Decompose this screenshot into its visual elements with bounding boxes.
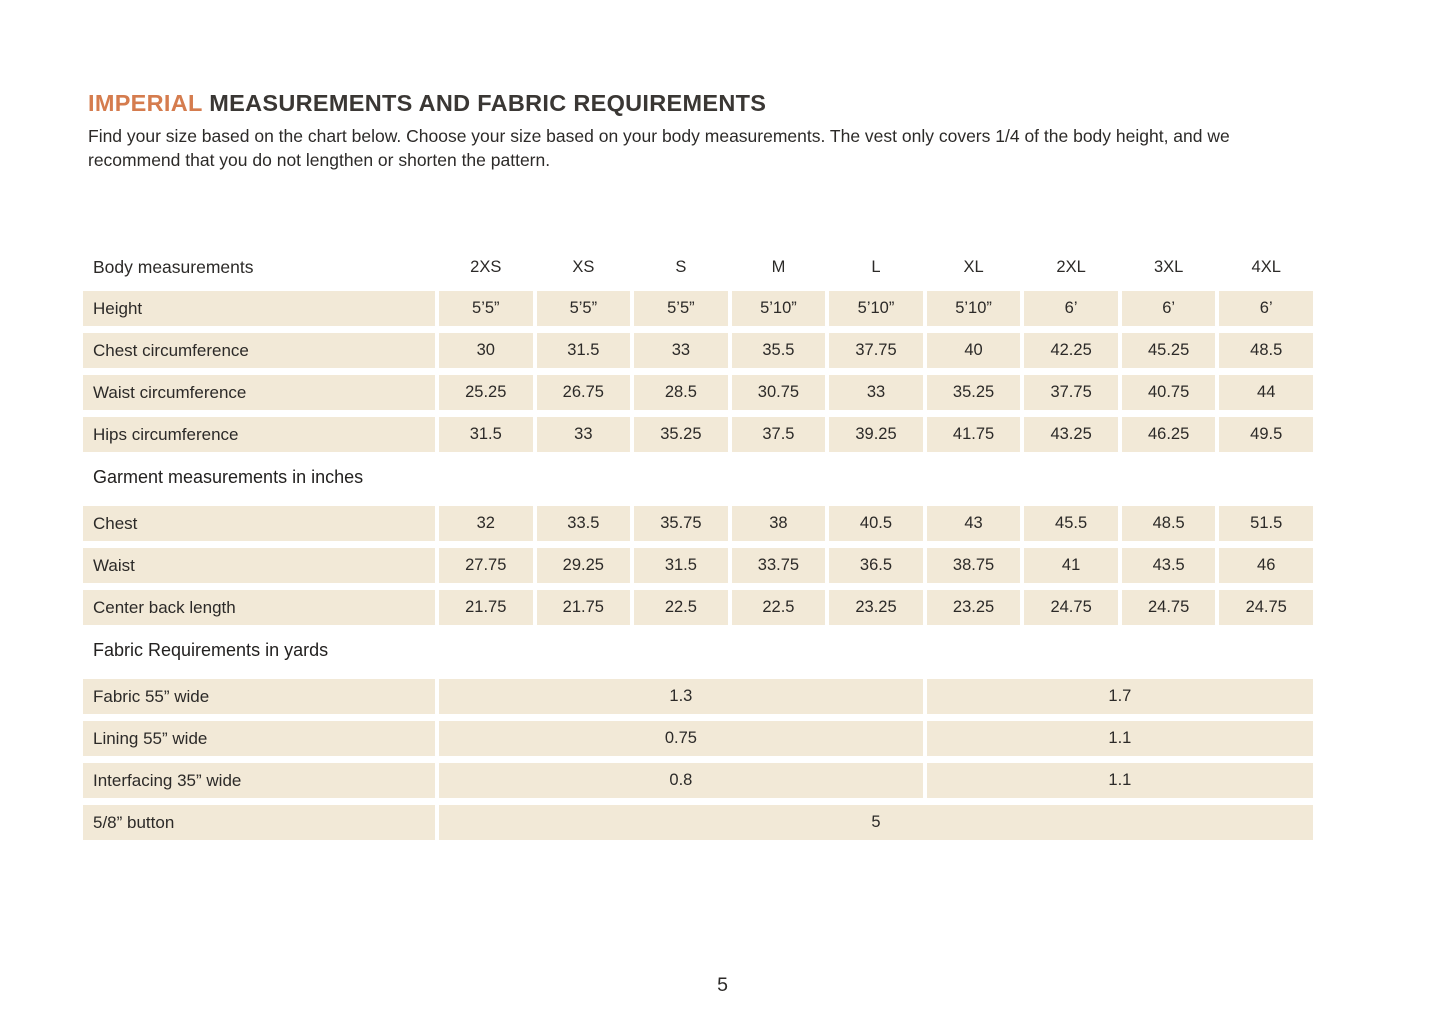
fabric-section-heading: Fabric Requirements in yards <box>93 640 329 660</box>
table-row <box>83 548 1313 583</box>
value-cell: 48.5 <box>1122 506 1216 541</box>
value-cell: 38 <box>732 506 826 541</box>
size-header-row <box>83 252 1313 282</box>
value-cell: 37.75 <box>1024 375 1118 410</box>
value-cell: 5’10” <box>829 291 923 326</box>
value-cell: 35.25 <box>634 417 728 452</box>
value-cell: 45.5 <box>1024 506 1118 541</box>
table-row <box>83 506 1313 541</box>
size-column-header: M <box>771 257 786 276</box>
row-label: Lining 55” wide <box>83 721 435 756</box>
row-label: 5/8” button <box>83 805 435 840</box>
value-span-cell: 1.3 <box>439 679 923 714</box>
row-label: Interfacing 35” wide <box>83 763 435 798</box>
value-cell: 40 <box>927 333 1021 368</box>
table-row <box>83 679 1313 714</box>
value-cell: 33 <box>537 417 631 452</box>
value-cell: 35.75 <box>634 506 728 541</box>
value-span-cell: 1.7 <box>927 679 1313 714</box>
value-span-cell: 5 <box>439 805 1313 840</box>
table-row <box>83 763 1313 798</box>
value-cell: 48.5 <box>1219 333 1313 368</box>
value-cell: 26.75 <box>537 375 631 410</box>
value-span-cell: 1.1 <box>927 721 1313 756</box>
value-cell: 5’5” <box>439 291 533 326</box>
page-number: 5 <box>717 974 728 996</box>
value-cell: 21.75 <box>439 590 533 625</box>
size-column-header: XL <box>963 257 984 276</box>
value-cell: 38.75 <box>927 548 1021 583</box>
row-label: Waist circumference <box>83 375 435 410</box>
value-cell: 40.75 <box>1122 375 1216 410</box>
page-title <box>88 90 766 117</box>
value-cell: 41.75 <box>927 417 1021 452</box>
size-column-header: S <box>675 257 687 276</box>
value-cell: 36.5 <box>829 548 923 583</box>
size-column-header: 2XL <box>1056 257 1086 276</box>
value-span-cell: 1.1 <box>927 763 1313 798</box>
value-cell: 24.75 <box>1024 590 1118 625</box>
value-cell: 30.75 <box>732 375 826 410</box>
value-cell: 33.5 <box>537 506 631 541</box>
value-cell: 29.25 <box>537 548 631 583</box>
value-cell: 5’5” <box>634 291 728 326</box>
table-row <box>83 375 1313 410</box>
value-cell: 51.5 <box>1219 506 1313 541</box>
value-cell: 46.25 <box>1122 417 1216 452</box>
value-cell: 43.5 <box>1122 548 1216 583</box>
value-cell: 35.25 <box>927 375 1021 410</box>
value-cell: 45.25 <box>1122 333 1216 368</box>
value-cell: 21.75 <box>537 590 631 625</box>
value-cell: 43.25 <box>1024 417 1118 452</box>
table-row <box>83 721 1313 756</box>
value-cell: 6’ <box>1219 291 1313 326</box>
value-cell: 33.75 <box>732 548 826 583</box>
value-cell: 37.5 <box>732 417 826 452</box>
row-label: Chest <box>83 506 435 541</box>
value-cell: 5’10” <box>732 291 826 326</box>
table-row <box>83 417 1313 452</box>
size-column-header: 3XL <box>1153 257 1184 276</box>
table-row <box>83 805 1313 840</box>
table-row <box>83 333 1313 368</box>
size-column-header: XS <box>572 257 595 276</box>
value-cell: 35.5 <box>732 333 826 368</box>
value-cell: 33 <box>634 333 728 368</box>
value-cell: 49.5 <box>1219 417 1313 452</box>
value-cell: 32 <box>439 506 533 541</box>
table-row <box>83 291 1313 326</box>
table-row <box>83 590 1313 625</box>
garment-section-heading: Garment measurements in inches <box>93 467 364 487</box>
value-cell: 31.5 <box>634 548 728 583</box>
size-column-header: L <box>871 257 881 276</box>
value-cell: 28.5 <box>634 375 728 410</box>
value-cell: 44 <box>1219 375 1313 410</box>
value-cell: 30 <box>439 333 533 368</box>
size-column-header: 4XL <box>1251 257 1281 276</box>
size-header-label: Body measurements <box>93 256 254 277</box>
row-label: Hips circumference <box>83 417 435 452</box>
value-cell: 22.5 <box>634 590 728 625</box>
size-column-header: 2XS <box>470 257 502 276</box>
value-cell: 40.5 <box>829 506 923 541</box>
page-title-highlight: IMPERIAL <box>88 90 203 116</box>
row-label: Center back length <box>83 590 435 625</box>
value-cell: 27.75 <box>439 548 533 583</box>
row-label: Chest circumference <box>83 333 435 368</box>
value-cell: 43 <box>927 506 1021 541</box>
value-cell: 37.75 <box>829 333 923 368</box>
value-cell: 24.75 <box>1122 590 1216 625</box>
value-cell: 6’ <box>1122 291 1216 326</box>
value-cell: 23.25 <box>927 590 1021 625</box>
value-cell: 31.5 <box>439 417 533 452</box>
row-label: Fabric 55” wide <box>83 679 435 714</box>
intro-paragraph: Find your size based on the chart below. Choose your size based on your body measurements. The vest only covers 1/4 of the body height, and we recommend that you do not lengthen or shorten the pattern. <box>88 126 1230 170</box>
value-cell: 5’5” <box>537 291 631 326</box>
size-chart-table <box>83 252 1313 840</box>
value-cell: 33 <box>829 375 923 410</box>
row-label: Height <box>83 291 435 326</box>
value-cell: 22.5 <box>732 590 826 625</box>
value-cell: 46 <box>1219 548 1313 583</box>
value-cell: 24.75 <box>1219 590 1313 625</box>
value-cell: 23.25 <box>829 590 923 625</box>
value-span-cell: 0.75 <box>439 721 923 756</box>
value-cell: 41 <box>1024 548 1118 583</box>
value-cell: 42.25 <box>1024 333 1118 368</box>
value-cell: 5’10” <box>927 291 1021 326</box>
value-cell: 25.25 <box>439 375 533 410</box>
page-title-rest: MEASUREMENTS AND FABRIC REQUIREMENTS <box>209 90 767 116</box>
value-cell: 39.25 <box>829 417 923 452</box>
value-cell: 6’ <box>1024 291 1118 326</box>
value-cell: 31.5 <box>537 333 631 368</box>
value-span-cell: 0.8 <box>439 763 923 798</box>
row-label: Waist <box>83 548 435 583</box>
